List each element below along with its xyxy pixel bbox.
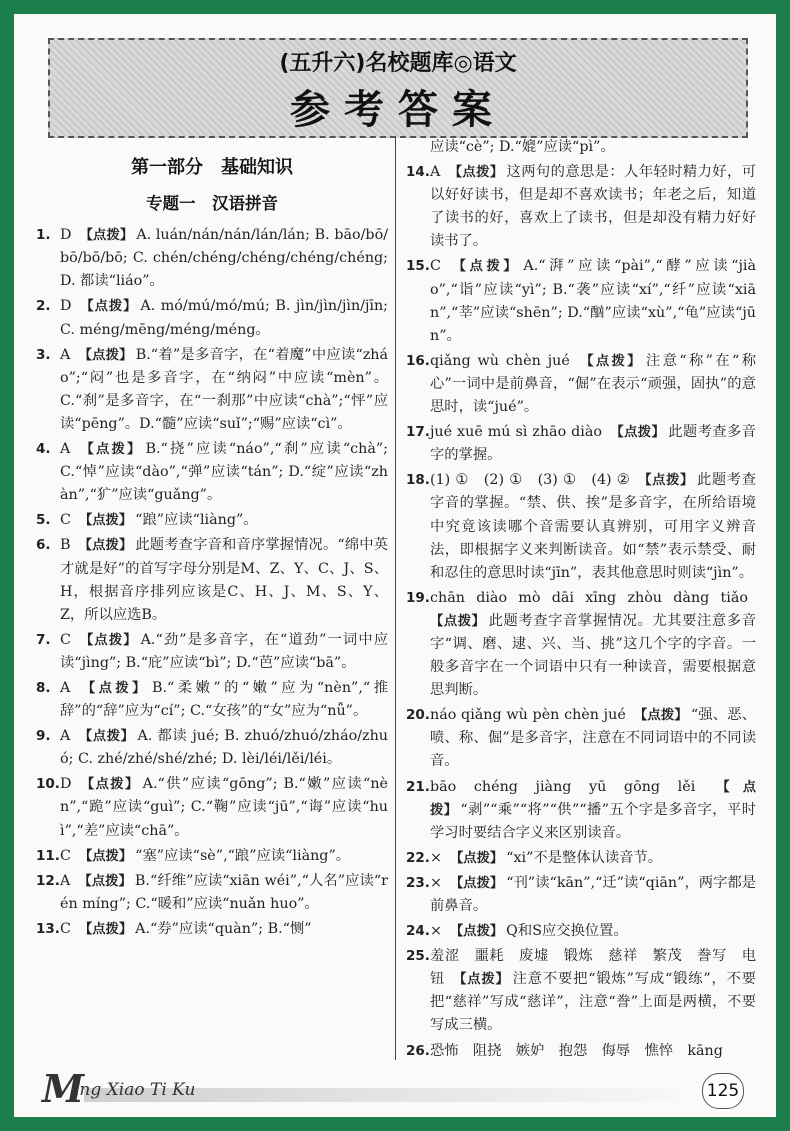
answer-value: qiǎng wù chèn jué [430,352,570,369]
answer-body [430,161,756,253]
page-title: 参考答案 [290,87,506,133]
hint-text: 此题考查字音和音序掌握情况。“绵中英才就是好”的首写字母分别是M、Z、Y、C、J、S、H，根据音序排列应该是C、H、J、M、S、Y、Z，所以应选B。 [60,537,388,623]
hint-text: A. mó/mú/mó/mú; B. jìn/jìn/jìn/jīn; C. méng/mēng/méng/méng。 [60,298,388,338]
answer-value: C [60,920,71,937]
hint-text: A.“湃”应读“pài”,“酵”应读“jiào”,“诣”应读“yì”; B.“袭”应读“xí”,“纤”应读“xiān”,“莘”应读“shēn”; D.“酗”应读“xù”,“龟”应读“jūn”。 [430,258,757,344]
answer-item [36,438,388,507]
column-divider [395,136,396,1060]
answer-item [36,534,388,626]
answer-item [406,587,756,702]
question-number: 7. [36,631,51,648]
answer-item [406,704,756,773]
continuation-text: 应读“cè”; D.“媲”应读“pì”。 [430,139,615,155]
hint-tag: 【点拨】 [448,259,521,275]
answer-page [14,14,776,1117]
hint-tag: 【点拨】 [638,473,694,489]
hint-tag: 【点拨】 [79,228,134,244]
answer-body [60,773,388,842]
hint-text: “踉”应读“liàng”。 [135,512,258,529]
hint-text: 注意不要把“锻炼”写成“锻练”，不要把“慈祥”写成“慈详”，注意“誊”上面是两横，不要写成三横。 [430,971,756,1034]
question-number: 6. [36,537,51,554]
question-number: 22. [406,849,430,866]
hint-text: “剥”“乘”“将”“供”“播”五个字是多音字，平时学习时要结合字义来区别读音。 [430,801,757,841]
answer-item [406,847,756,870]
logo-initial: M [42,1066,85,1111]
question-number: 4. [36,441,51,458]
hint-tag: 【点拨】 [78,921,133,937]
answer-body [60,295,388,341]
hint-text: B.“着”是多音字，在“着魔”中应读“zháo”;“闷”也是多音字，在“纳闷”中应读“mèn”。C.“刹”是多音字，在“一刹那”中应读“chà”;“怦”应读“pēng”。D.“髓”应读“suǐ”;“赐”应读“cì”。 [60,346,389,432]
answer-item [406,776,756,845]
hint-tag: 【点拨】 [78,538,133,554]
topic-title: 专题一 汉语拼音 [146,194,278,214]
answer-item [36,344,388,436]
hint-tag: 【点拨】 [78,632,138,648]
right-answer-list [406,161,756,1063]
answer-body [430,350,756,419]
answer-body [60,725,388,771]
hint-tag: 【点拨】 [430,613,486,629]
hint-tag: 【点拨】 [448,165,504,181]
answer-value: jué xuē mú sì zhāo diào [430,424,602,441]
answer-value: C [430,258,441,275]
answer-item [406,1040,756,1063]
answer-item [406,161,756,253]
hint-tag: 【点拨】 [78,729,135,745]
hint-text: A.“劲”是多音字，在“道劲”一词中应读“jìng”; B.“庇”应读“bì”; D.“芭”应读“bā”。 [60,631,388,671]
answer-value: B [60,537,71,554]
answer-item [406,469,756,584]
answer-body [60,918,388,941]
answer-item [36,677,388,723]
hint-tag: 【点拨】 [449,850,504,866]
left-answer-list [36,224,388,941]
answer-body [430,587,756,702]
answer-value: 恐怖 阻挠 嫉妒 抱怨 侮辱 憔悴 kāng [430,1042,723,1059]
question-number: 12. [36,872,60,889]
hint-text: A. luán/nán/nán/lán/lán; B. bāo/bō/bō/bō/bō; C. chén/chéng/chéng/chéng/chéng; D. 都读“liáo”。 [60,227,389,290]
logo-text: ing Xiao Ti Ku [74,1080,196,1100]
answer-item [406,872,756,918]
hint-tag: 【点拨】 [79,299,138,315]
hint-tag: 【点拨】 [449,875,504,891]
answer-value: D [60,298,72,315]
page-number: 125 [702,1073,744,1109]
answer-value: náo qiǎng wù pèn chèn jué [430,707,626,724]
answer-item [36,295,388,341]
section-title: 第一部分 基础知识 [131,157,293,178]
answer-body [430,255,756,347]
answer-body [430,1040,756,1063]
hint-text: 此题考查多音字的掌握。 [430,424,757,464]
hint-tag: 【点拨】 [609,425,666,441]
answer-value: × [430,874,442,891]
hint-tag: 【点拨】 [78,848,133,864]
answer-body [430,704,756,773]
answer-body [60,677,388,723]
answer-body [430,872,756,918]
question-number: 17. [406,424,430,441]
question-number: 14. [406,164,430,181]
answer-item [36,918,388,941]
answer-body [60,534,388,626]
hint-text: 此题考查字音掌握情况。尤其要注意多音字“调、磨、逮、兴、当、挑”这几个字的字音。一般多音字在一个词语中只有一种读音，需要根据意思判断。 [430,612,756,699]
answer-value: A [60,441,71,458]
hint-text: B.“挠”应读“náo”,“刹”应读“chà”; C.“悼”应读“dào”,“弹”应读“tán”; D.“绽”应读“zhàn”,“犷”应读“guǎng”。 [60,441,389,504]
answer-value: A [60,679,71,696]
hint-tag: 【点拨】 [453,972,510,988]
question-number: 24. [406,923,430,940]
answer-body [430,776,756,845]
answer-body [60,629,388,675]
series-title: (五升六)名校题库◎语文 [279,51,517,76]
hint-text: 此题考查字音的掌握。“禁、供、挨”是多音字，在所给语境中究竟该读哪个音需要认真辨别，可用字义辨音法，即根据字义来判断读音。如“禁”表示禁受、耐和忍住的意思时读“jīn”，表其他意思时则读“jìn”。 [430,472,757,581]
question-number: 2. [36,298,51,315]
answer-item [36,509,388,532]
question-number: 15. [406,258,430,275]
hint-tag: 【点拨】 [449,924,504,940]
answer-item [36,725,388,771]
hint-text: A. 都读 jué; B. zhuó/zhuó/zháo/zhuó; C. zhé/zhé/shé/zhé; D. lèi/léi/lěi/léi。 [60,728,388,768]
answer-value: A [60,346,71,363]
question-number: 9. [36,728,51,745]
question-number: 8. [36,679,51,696]
left-column [36,136,388,943]
answer-body [430,920,756,943]
answer-item [406,945,756,1037]
hint-tag: 【点拨】 [79,777,140,793]
answer-value: A [60,728,71,745]
question-number: 26. [406,1042,430,1059]
answer-body [430,847,756,870]
answer-item [36,773,388,842]
hint-text: A.“供”应读“gōng”; B.“嫩”应读“nèn”,“跪”应读“guì”; C.“鞠”应读“jū”,“诲”应读“huì”,“差”应读“chā”。 [60,776,389,839]
hint-tag: 【点拨】 [430,779,756,818]
hint-tag: 【点拨】 [78,513,133,529]
hint-text: “塞”应读“sè”,“踉”应读“liàng”。 [135,847,351,864]
question-number: 20. [406,707,430,724]
answer-value: chān diào mò dāi xīng zhòu dàng tiǎo [430,589,748,606]
answer-value: (1) ① (2) ① (3) ① (4) ② [430,472,631,489]
answer-item [36,224,388,293]
answer-value: × [430,849,442,866]
page-footer [14,1062,776,1117]
hint-tag: 【点拨】 [577,353,643,369]
answer-value: C [60,512,71,529]
question-number: 11. [36,847,60,864]
question-number: 25. [406,948,430,965]
answer-body [60,509,388,532]
answer-value: 羞涩 噩耗 废墟 锻炼 慈祥 繁茂 誊写 电钮 [430,948,756,988]
answer-continuation [406,136,756,159]
question-number: 18. [406,472,430,489]
question-number: 16. [406,352,430,369]
answer-value: A [430,164,441,181]
answer-body [430,421,756,467]
hint-tag: 【点拨】 [78,680,149,696]
right-column [406,136,756,1065]
hint-tag: 【点拨】 [78,442,143,458]
question-number: 13. [36,920,60,937]
answer-item [406,350,756,419]
answer-body [60,344,388,436]
answer-body [430,469,756,584]
hint-text: A.“券”应读“quàn”; B.“恻” [135,920,312,937]
answer-value: D [60,227,72,244]
answer-body [430,945,756,1037]
question-number: 5. [36,512,51,529]
answer-value: C [60,847,71,864]
header-banner [48,38,748,138]
answer-item [36,629,388,675]
hint-tag: 【点拨】 [633,708,688,724]
hint-text: “xi”不是整体认读音节。 [506,849,663,866]
answer-item [406,421,756,467]
question-number: 21. [406,778,430,795]
hint-text: Q和S应交换位置。 [506,923,628,940]
answer-value: × [430,923,442,940]
answer-value: D [60,776,72,793]
answer-item [406,920,756,943]
question-number: 10. [36,776,60,793]
hint-tag: 【点拨】 [78,347,133,363]
answer-body [60,224,388,293]
question-number: 19. [406,589,430,606]
answer-body [60,845,388,868]
hint-text: “刊”读“kān”,“迁”读“qiān”，两字都是前鼻音。 [430,874,756,914]
hint-text: B.“纤维”应读“xiān wéi”,“人名”应读“rén míng”; C.“暖和”应读“nuǎn huo”。 [60,872,388,912]
answer-value: bāo chéng jiàng yū gōng lěi [430,778,696,795]
answer-value: A [60,872,71,889]
question-number: 3. [36,346,51,363]
hint-text: B.“柔嫩”的“嫩”应为“nèn”,“推辞”的“辞”应为“cí”; C.“女孩”的“女”应为“nǚ”。 [60,679,389,720]
question-number: 23. [406,874,430,891]
hint-text: 注意“称”在“称心”一词中是前鼻音，“倔”在表示“顽强，固执”的意思时，读“jué”。 [430,352,756,416]
answer-item [36,870,388,916]
answer-value: C [60,631,71,648]
hint-text: 这两句的意思是：人年轻时精力好，可以好好读书，但是却不喜欢读书；年老之后，知道了读书的好，喜欢上了读书，但是却没有精力好好读书了。 [430,164,757,250]
hint-tag: 【点拨】 [78,873,132,889]
question-number: 1. [36,227,51,244]
answer-item [36,845,388,868]
answer-body [60,438,388,507]
answer-body [60,870,388,916]
answer-item [406,255,756,347]
hint-text: “强、恶、喷、称、倔”是多音字，注意在不同词语中的不同读音。 [430,707,757,770]
